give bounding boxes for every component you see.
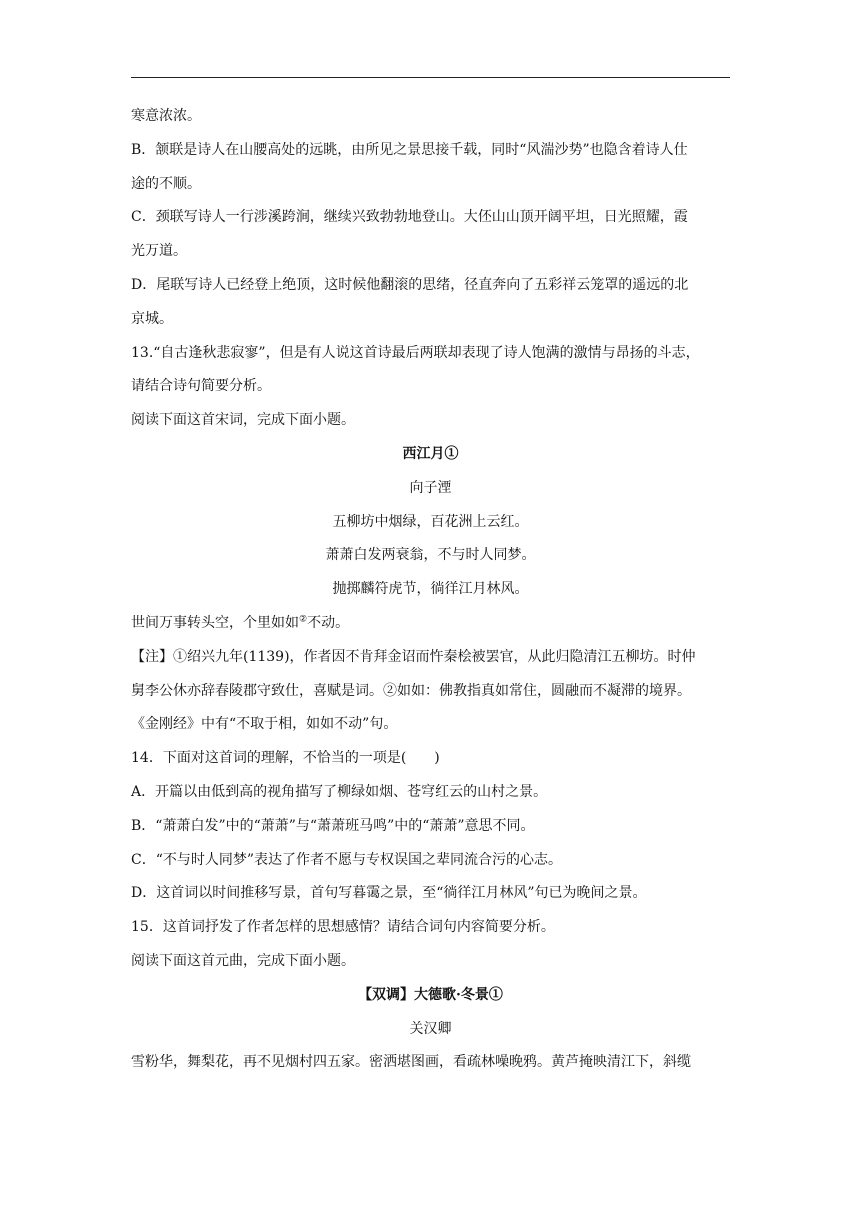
q12-option-b: B．颔联是诗人在山腰高处的远眺，由所见之景思接千载，同时“风湍沙势”也隐含着诗人仕 — [131, 141, 688, 158]
poem-line-4 — [131, 607, 730, 641]
poem-line-2: 萧萧白发两衰翁，不与时人同梦。 — [325, 547, 536, 564]
header-rule — [131, 77, 730, 78]
poem-line-4-text-a: 世间万事转头空，个里如如 — [131, 614, 299, 631]
poem-title: 西江月① — [402, 445, 459, 462]
poem-author: 向子湮 — [409, 479, 452, 496]
q12-option-b-continued: 途的不顺。 — [131, 175, 201, 192]
question-14: 14．下面对这首词的理解，不恰当的一项是( ) — [131, 750, 440, 767]
annotation-line-1: 【注】①绍兴九年(1139)，作者因不肯拜金诏而忤秦桧被罢官，从此归隐清江五柳坊。时仲 — [131, 648, 696, 665]
annotation-line-2: 舅李公休亦辞春陵郡守致仕，喜赋是词。②如如：佛教指真如常住，圆融而不凝滞的境界。 — [131, 682, 691, 699]
q14-option-a: A．开篇以由低到高的视角描写了柳绿如烟、苍穹红云的山村之景。 — [131, 783, 548, 800]
qu-text-line-1: 雪粉华，舞梨花，再不见烟村四五家。密洒堪图画，看疏林噪晚鸦。黄芦掩映清江下，斜缆 — [131, 1054, 691, 1071]
reading-instruction-song-ci: 阅读下面这首宋词，完成下面小题。 — [131, 412, 355, 429]
q14-option-c: C．“不与时人同梦”表达了作者不愿与专权误国之辈同流合污的心志。 — [131, 851, 563, 868]
qu-author: 关汉卿 — [409, 1020, 452, 1037]
reading-instruction-yuan-qu: 阅读下面这首元曲，完成下面小题。 — [131, 952, 355, 969]
qu-title: 【双调】大德歌·冬景① — [358, 986, 503, 1003]
q14-option-b: B．“萧萧白发”中的“萧萧”与“萧萧班马鸣”中的“萧萧”意思不同。 — [131, 817, 535, 834]
q12-option-c-continued: 光万道。 — [131, 243, 187, 260]
q12-option-d-continued: 京城。 — [131, 310, 173, 327]
q12-option-a-continued: 寒意浓浓。 — [131, 108, 201, 124]
q12-option-c: C．颈联写诗人一行涉溪跨涧，继续兴致勃勃地登山。大伾山山顶开阔平坦，日光照耀，霞 — [131, 209, 688, 226]
poem-line-4-text-b: 不动。 — [307, 614, 350, 631]
document-body — [131, 100, 730, 1080]
question-15: 15．这首词抒发了作者怎样的思想感情？请结合词句内容简要分析。 — [131, 919, 555, 936]
annotation-line-3: 《金刚经》中有“不取于相，如如不动”句。 — [131, 716, 398, 733]
footnote-marker-2: ② — [299, 614, 308, 625]
q14-option-d: D．这首词以时间推移写景，首句写暮霭之景，至“徜徉江月林风”句已为晚间之景。 — [131, 885, 647, 902]
poem-line-1: 五柳坊中烟绿，百花洲上云红。 — [332, 513, 529, 530]
poem-line-3: 抛掷麟符虎节，徜徉江月林风。 — [332, 581, 529, 598]
q12-option-d: D．尾联写诗人已经登上绝顶，这时候他翻滚的思绪，径直奔向了五彩祥云笼罩的遥远的北 — [131, 276, 689, 293]
question-13-continued: 请结合诗句简要分析。 — [131, 378, 271, 395]
question-13: 13.“自古逢秋悲寂寥”，但是有人说这首诗最后两联却表现了诗人饱满的激情与昂扬的斗志， — [131, 344, 700, 361]
